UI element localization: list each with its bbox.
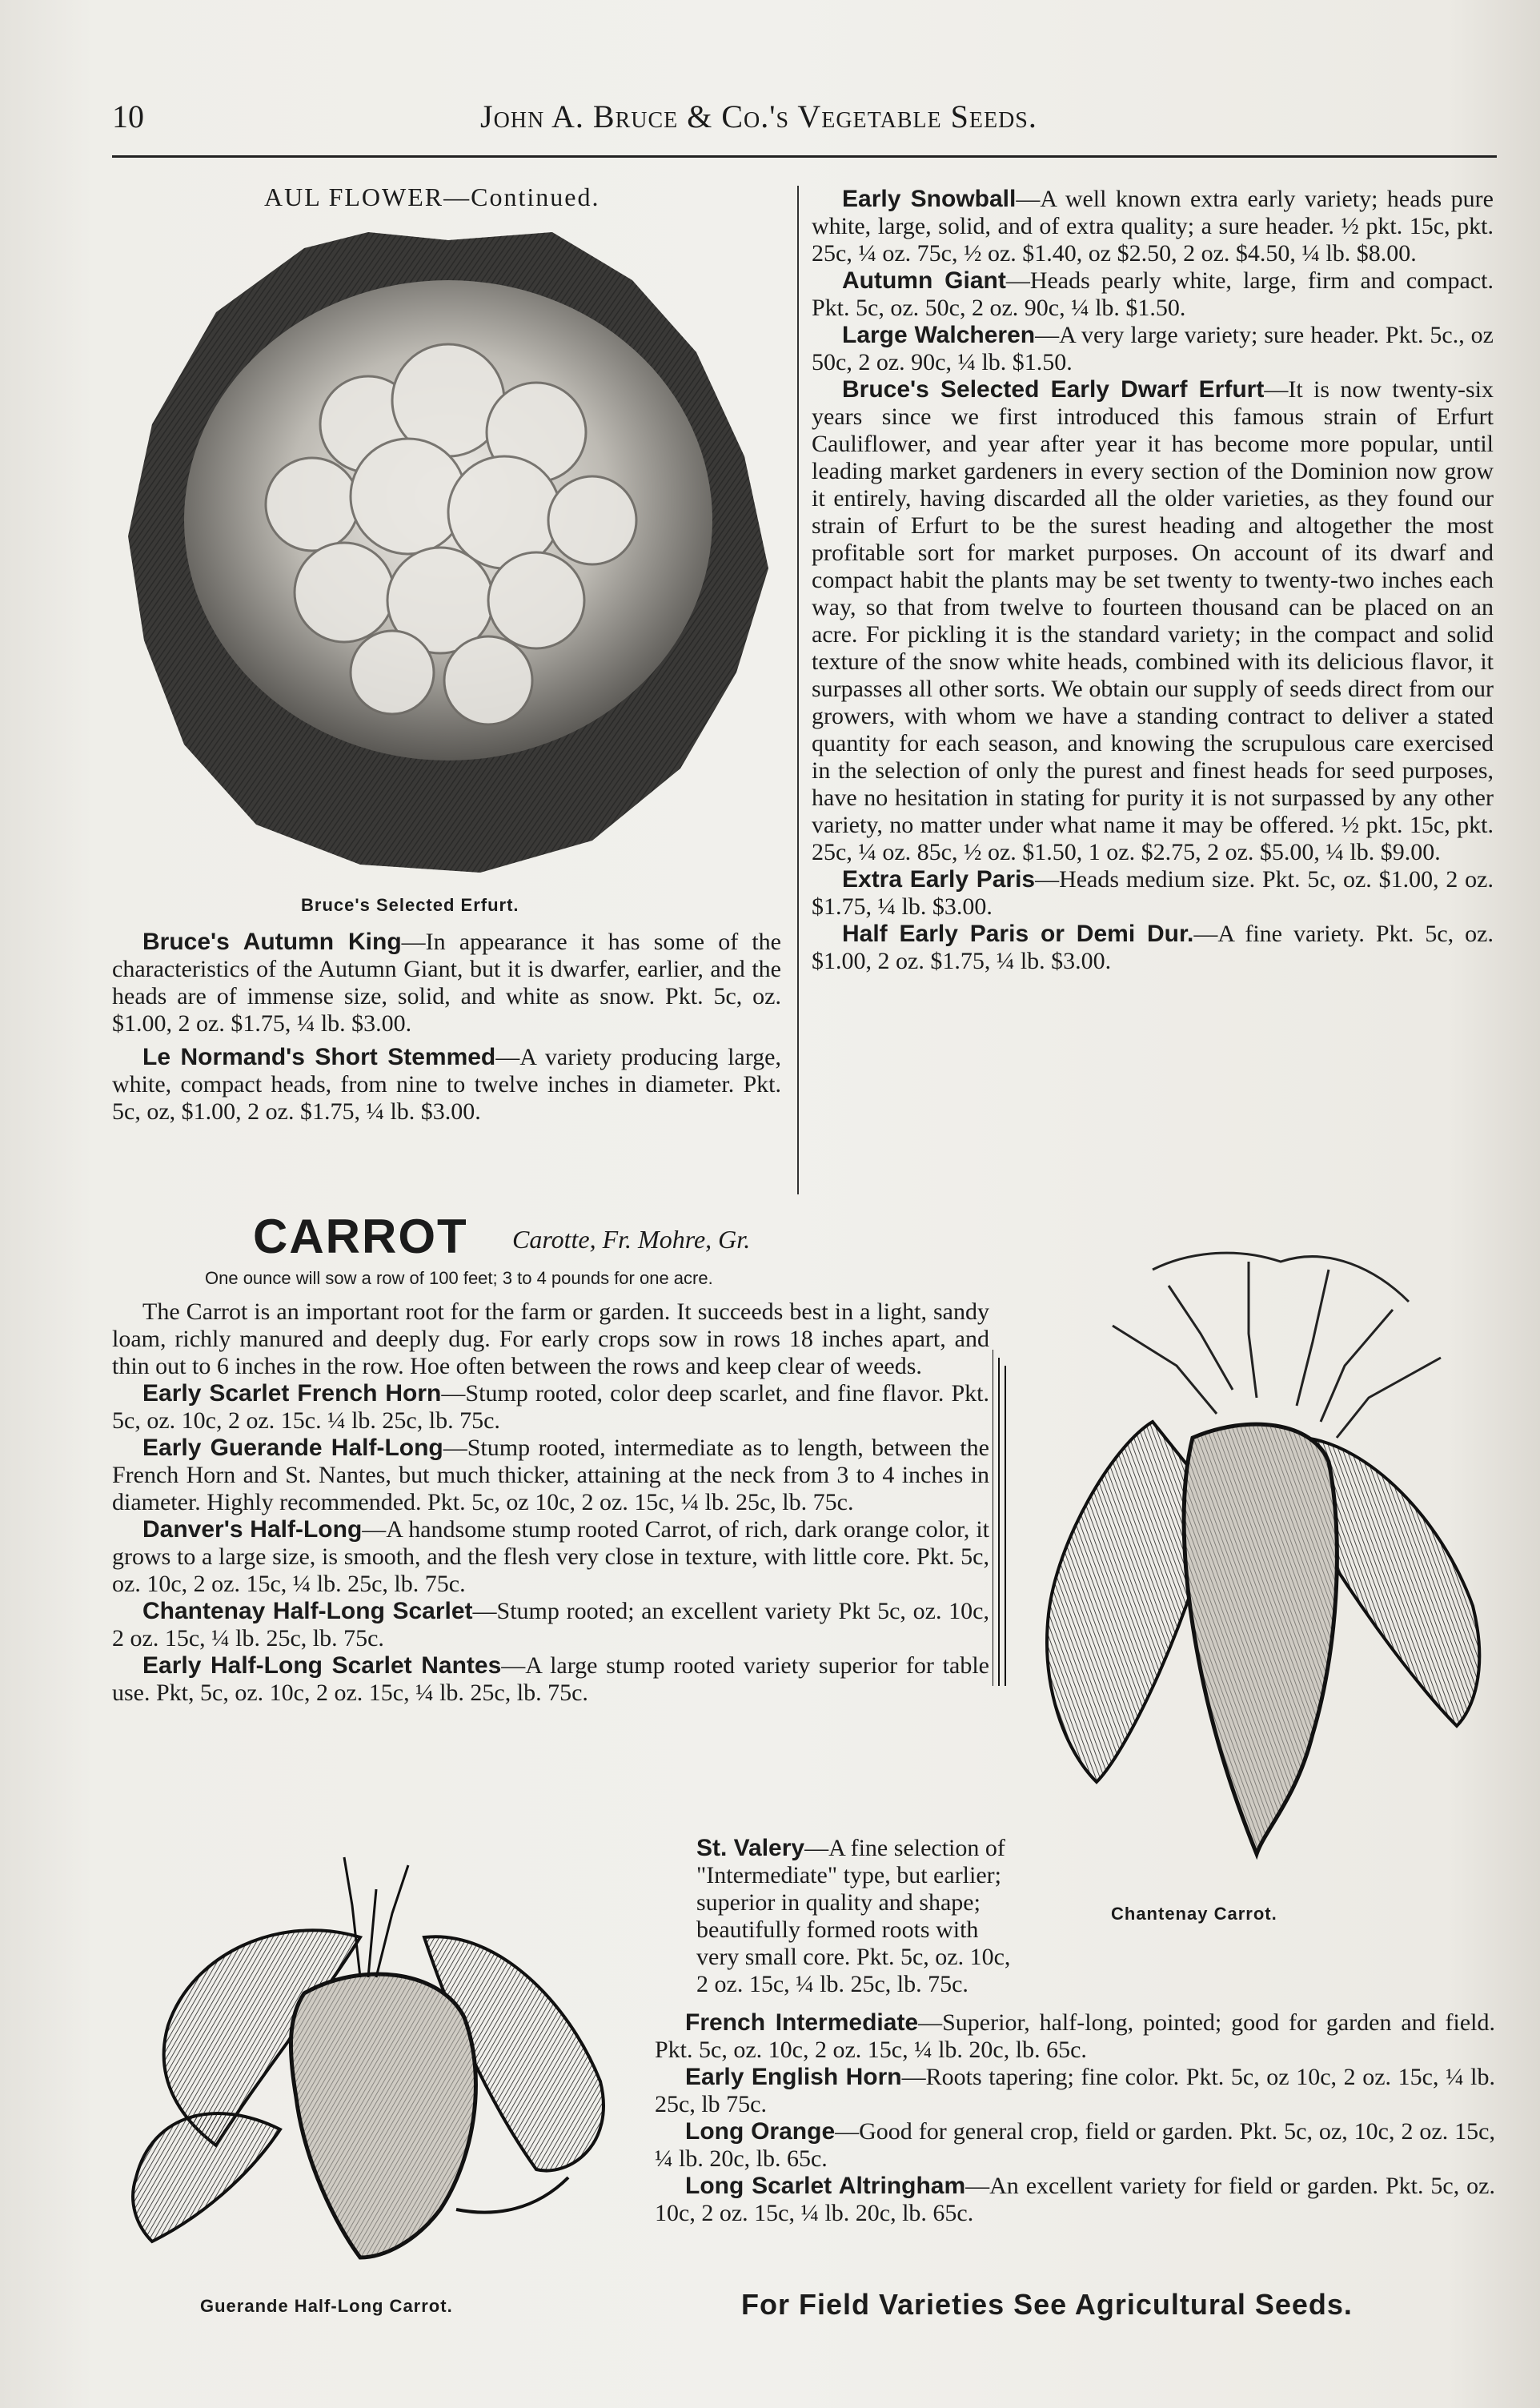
- entry-autumn-giant: Autumn Giant—Heads pearly white, large, firm and compact. Pkt. 5c, oz. 50c, 2 oz. 90c, ¼ lb. $1.50.: [812, 267, 1494, 321]
- entry-selected-early-dwarf-erfurt: Bruce's Selected Early Dwarf Erfurt—It is now twenty-six years since we first introduced this famous strain of Erfurt Cauliflower, and year after year it has become more popular, until leading market gardeners in every section of the Dominion now grow it entirely, having discarded all the older varieties, as they found our strain of Erfurt to be the surest heading and altogether the most profitable sort for market purposes. On account of its dwarf and compact habit the plants may be set twenty to twenty-two inches each way, so that from twelve to fourteen thousand can be placed on an acre. For pickling it is the standard variety; in the compact and solid texture of the snow white heads, combined with its delicious flavor, it surpasses all other sorts. We obtain our supply of seeds direct from our growers, with whom we have a standing contract to deliver a stated quantity for each season, and knowing the scrupulous care exercised in the selection of only the purest and finest heads for seed purposes, have no hesitation in stating for purity it is not surpassed by any other variety, no matter under what name it may be offered. ½ pkt. 15c, pkt. 25c, ¼ oz. 85c, ½ oz. $1.50, 1 oz. $2.75, 2 oz. $5.00, ¼ lb. $9.00.: [812, 376, 1494, 865]
- carrot-intro: The Carrot is an important root for the farm or garden. It succeeds best in a light, sandy loam, richly manured and deeply dug. For early crops sow in rows 18 inches apart, and thin out to 6 inches in the row. Hoe often between the rows and keep clear of weeds.: [112, 1298, 989, 1379]
- entry-early-english-horn: Early English Horn—Roots tapering; fine color. Pkt. 5c, oz 10c, 2 oz. 15c, ¼ lb. 25c, lb 75c.: [655, 2064, 1496, 2117]
- guerande-carrot-illustration: [120, 1841, 648, 2274]
- cauliflower-illustration: [104, 216, 776, 881]
- entry-long-scarlet-altringham: Long Scarlet Altringham—An excellent variety for field or garden. Pkt. 5c, oz. 10c, 2 oz. 15c, ¼ lb. 20c, lb. 65c.: [655, 2173, 1495, 2226]
- header-rule: [112, 155, 1497, 158]
- entry-long-orange: Long Orange—Good for general crop, field or garden. Pkt. 5c, oz, 10c, 2 oz. 15c, ¼ lb. 20c, lb. 65c.: [655, 2118, 1495, 2172]
- carrot-subtitle: Carotte, Fr. Mohre, Gr.: [512, 1225, 751, 1254]
- cauliflower-right-entries: [812, 186, 1494, 975]
- page-number: 10: [112, 98, 144, 134]
- entry-early-guerande: Early Guerande Half-Long—Stump rooted, intermediate as to length, between the French Horn and St. Nantes, but much thicker, attaining at the neck from 3 to 4 inches in diameter. Highly recommended. Pkt. 5c, oz 10c, 2 oz. 15c, ¼ lb. 25c, lb. 75c.: [112, 1435, 989, 1515]
- carrot-lower-entries: [655, 2009, 1495, 2227]
- entry-french-intermediate: French Intermediate—Superior, half-long, pointed; good for garden and field. Pkt. 5c, oz. 10c, 2 oz. 15c, ¼ lb. 20c, lb. 65c.: [655, 2009, 1496, 2063]
- entry-chantenay-half-long: Chantenay Half-Long Scarlet—Stump rooted; an excellent variety Pkt 5c, oz. 10c, 2 oz. 15c, ¼ lb. 25c, lb. 75c.: [112, 1598, 990, 1651]
- entry-early-scarlet-french-horn: Early Scarlet French Horn—Stump rooted, color deep scarlet, and fine flavor. Pkt. 5c, oz. 10c, 2 oz. 15c. ¼ lb. 25c, lb. 75c.: [112, 1380, 990, 1434]
- column-divider: [797, 186, 799, 1194]
- entry-half-early-paris: Half Early Paris or Demi Dur.—A fine variety. Pkt. 5c, oz. $1.00, 2 oz. $1.75, ¼ lb. $3.00.: [812, 921, 1494, 974]
- chantenay-carrot-illustration: [993, 1238, 1505, 1870]
- entry-large-walcheren: Large Walcheren—A very large variety; sure header. Pkt. 5c., oz 50c, 2 oz. 90c, ¼ lb. $1.50.: [812, 322, 1494, 375]
- entry-le-normand: Le Normand's Short Stemmed—A variety producing large, white, compact heads, from nine to twelve inches in diameter. Pkt. 5c, oz, $1.00, 2 oz. $1.75, ¼ lb. $3.00.: [112, 1044, 781, 1125]
- entry-early-snowball: Early Snowball—A well known extra early variety; heads pure white, large, solid, and of extra quality; a sure header. ½ pkt. 15c, pkt. 25c, ¼ oz. 75c, ½ oz. $1.40, oz $2.50, 2 oz. $4.50, ¼ lb. $8.00.: [812, 186, 1494, 267]
- entry-extra-early-paris: Extra Early Paris—Heads medium size. Pkt. 5c, oz. $1.00, 2 oz. $1.75, ¼ lb. $3.00.: [812, 866, 1494, 920]
- carrot-upper-entries: [112, 1298, 989, 1707]
- guerande-caption: Guerande Half-Long Carrot.: [200, 2296, 453, 2316]
- entry-st-valery: St. Valery—A fine selection of "Intermediate" type, but earlier; superior in quality and shape; beautifully formed roots with very small core. Pkt. 5c, oz. 10c, 2 oz. 15c, ¼ lb. 25c, lb. 75c.: [696, 1835, 1011, 1997]
- entry-bruces-autumn-king: Bruce's Autumn King—In appearance it has some of the characteristics of the Autumn Giant, but it is dwarfer, earlier, and the heads are of immense size, solid, and white as snow. Pkt. 5c, oz. $1.00, 2 oz. $1.75, ¼ lb. $3.00.: [112, 929, 781, 1037]
- cauliflower-caption: Bruce's Selected Erfurt.: [301, 895, 519, 915]
- entry-half-long-nantes: Early Half-Long Scarlet Nantes—A large stump rooted variety superior for table use. Pkt, 5c, oz. 10c, 2 oz. 15c, ¼ lb. 25c, lb. 75c.: [112, 1652, 989, 1706]
- cauliflower-left-entries: [112, 929, 781, 1126]
- chantenay-caption: Chantenay Carrot.: [1111, 1904, 1277, 1924]
- carrot-sowing-rate: One ounce will sow a row of 100 feet; 3 to 4 pounds for one acre.: [205, 1268, 713, 1288]
- entry-danvers-half-long: Danver's Half-Long—A handsome stump rooted Carrot, of rich, dark orange color, it grows to a large size, is smooth, and the flesh very close in texture, with little core. Pkt. 5c, oz. 10c, 2 oz. 15c, ¼ lb. 25c, lb. 75c.: [112, 1516, 989, 1597]
- continued-heading: AUL FLOWER—Continued.: [264, 183, 600, 211]
- carrot-heading: CARROT: [253, 1210, 468, 1263]
- field-varieties-note: For Field Varieties See Agricultural Seeds.: [741, 2288, 1353, 2321]
- page-title: John A. Bruce & Co.'s Vegetable Seeds.: [480, 98, 1037, 134]
